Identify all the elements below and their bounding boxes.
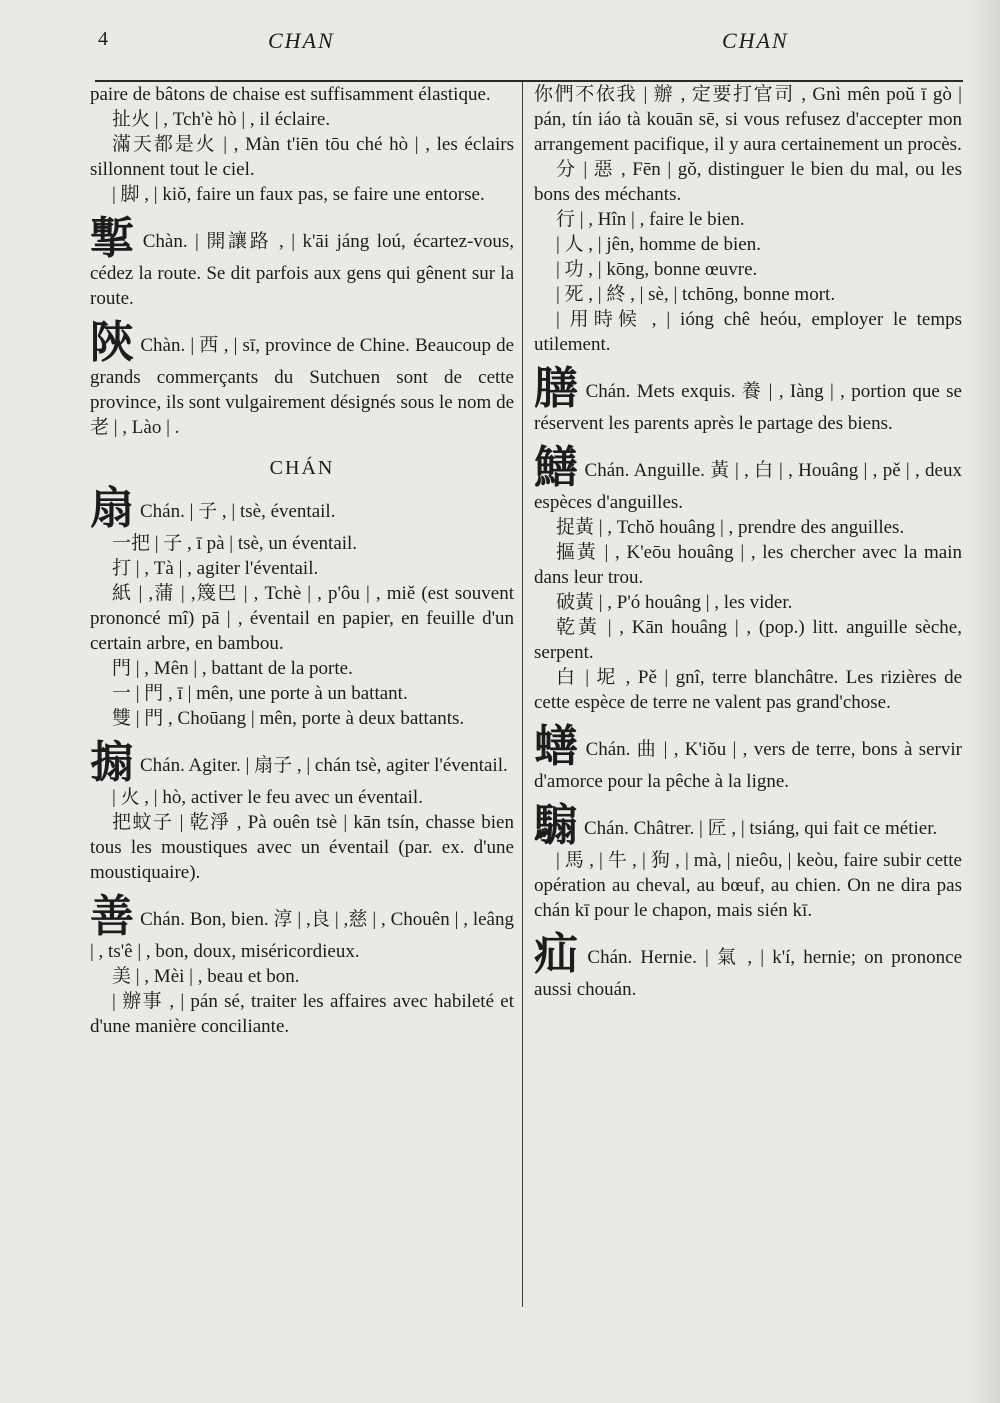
dictionary-entry [534,801,962,850]
sub-entry: 行 | , Hîn | , faire le bien. [556,209,745,230]
section-heading: CHÁN [269,457,335,479]
sub-entry: | 馬 , | 牛 , | 狗 , | mà, | nieôu, | keòu, faire subir cette opération au cheval, au bœuf, au chien. On ne dira pas chán kī pour le chapon, mais sién kī. [534,850,962,921]
sub-entry: 分 | 惡 , Fēn | gŏ, distinguer le bien du mal, ou les bons des méchants. [534,159,962,205]
paragraph: 你們不依我 | 辦 , 定要打官司 , Gnì mên poŭ ī gò | pán, tín iáo tà kouān sē, si vous refusez d'accepter mon arrangement pacifique, il y aura certainement un procès. [534,84,962,155]
headword-character: 扇 [90,484,134,533]
sub-entry: 破黃 | , P'ó houâng | , les vider. [556,592,793,613]
dictionary-entry [90,738,514,787]
right-column [534,82,962,1002]
sub-entry: 摳黃 | , K'eōu houâng | , les chercher avec la main dans leur trou. [534,542,962,588]
entry-text: Chán. | 子 , | tsè, éventail. [140,501,336,522]
sub-entry: | 人 , | jên, homme de bien. [556,234,761,255]
sub-entry: 乾黃 | , Kān houâng | , (pop.) litt. anguille sèche, serpent. [534,617,962,663]
headword-character: 陝 [90,318,135,367]
sub-entry: 紙 | ,蒲 | ,篾巴 | , Tchè | , p'ôu | , miě (est souvent prononcé mî) pā | , éventail en papier, en feuille d'un certain arbre, en bambou. [90,583,514,654]
headword-character: 疝 [534,930,582,979]
sub-entry: | 脚 , | kiŏ, faire un faux pas, se faire une entorse. [112,184,485,205]
dictionary-entry [90,214,515,311]
headword-character: 騸 [534,801,578,850]
running-title-right: CHAN [722,28,789,53]
headword-character: 㨻 [90,214,137,263]
running-title-left: CHAN [268,28,335,53]
sub-entry: 把蚊子 | 乾淨 , Pà ouên tsè | kān tsín, chasse bien tous les moustiques avec un éventail (par. ex. d'une moustiquaire). [90,812,514,883]
entry-text: Chán. Hernie. | 氣 , | k'í, hernie; on prononce aussi chouán. [534,947,963,1000]
sub-entry: 一 | 門 , ī | mên, une porte à un battant. [112,683,408,704]
dictionary-entry [534,364,962,436]
dictionary-entry [90,892,514,964]
sub-entry: | 用時候 , | ióng chê heóu, employer le temps utilement. [534,309,962,355]
dictionary-entry [90,318,514,440]
entry-text: Chán. Agiter. | 扇子 , | chán tsè, agiter l'éventail. [140,755,508,776]
entry-text: Chán. Châtrer. | 匠 , | tsiáng, qui fait ce métier. [584,818,938,839]
headword-character: 膳 [534,364,580,413]
headword-character: 善 [90,892,135,941]
sub-entry: | 功 , | kōng, bonne œuvre. [556,259,758,280]
entry-text: Chàn. | 開讓路 , | k'āi jáng loú, écartez-vous, cédez la route. Se dit parfois aux gens qui gênent sur la route. [90,231,515,309]
headword-character: 鱔 [534,443,579,492]
page-edge-shadow [964,0,1000,1403]
column-divider [522,82,523,1307]
sub-entry: 滿天都是火 | , Màn t'iēn tōu ché hò | , les éclairs sillonnent tout le ciel. [90,134,514,180]
entry-text: Chán. 曲 | , K'iŏu | , vers de terre, bons à servir d'amorce pour la pêche à la ligne. [534,739,962,792]
entry-text: Chán. Anguille. 黃 | , 白 | , Houâng | , pě | , deux espèces d'anguilles. [534,460,962,513]
sub-entry: | 辦事 , | pán sé, traiter les affaires avec habileté et d'une manière conciliante. [90,991,514,1037]
sub-entry: 白 | 坭 , Pě | gnî, terre blanchâtre. Les rizières de cette espèce de terre ne valent pas grand'chose. [534,667,962,713]
sub-entry: | 死 , | 終 , | sè, | tchōng, bonne mort. [556,284,836,305]
headword-character: 搧 [90,738,134,787]
headword-character: 蟮 [534,722,580,771]
dictionary-entry [90,484,514,533]
entry-text: Chán. Mets exquis. 養 | , Iàng | , portion que se réservent les parents après le partage des biens. [534,381,962,434]
sub-entry: 門 | , Mên | , battant de la porte. [112,658,353,679]
dictionary-entry [534,722,962,794]
page-number: 4 [98,28,110,50]
sub-entry: 扯火 | , Tch'è hò | , il éclaire. [112,109,331,130]
dictionary-entry [534,930,963,1002]
sub-entry: 打 | , Tà | , agiter l'éventail. [112,558,319,579]
dictionary-entry [534,443,962,515]
entry-text: Chán. Bon, bien. 淳 | ,良 | ,慈 | , Chouên | , leâng | , ts'ê | , bon, doux, miséricordieux. [90,909,514,962]
paragraph: paire de bâtons de chaise est suffisamment élastique. [90,84,491,105]
left-column [90,82,514,1039]
sub-entry: 美 | , Mèi | , beau et bon. [112,966,300,987]
sub-entry: 雙 | 門 , Choūang | mên, porte à deux battants. [112,708,465,729]
sub-entry: 一把 | 子 , ī pà | tsè, un éventail. [112,533,358,554]
entry-text: Chàn. | 西 , | sī, province de Chine. Beaucoup de grands commerçants du Sutchuen sont de cette province, ils sont vulgairement désignés sous le nom de 老 | , Lào | . [90,335,514,438]
sub-entry: | 火 , | hò, activer le feu avec un éventail. [112,787,423,808]
sub-entry: 捉黃 | , Tchŏ houâng | , prendre des anguilles. [556,517,905,538]
